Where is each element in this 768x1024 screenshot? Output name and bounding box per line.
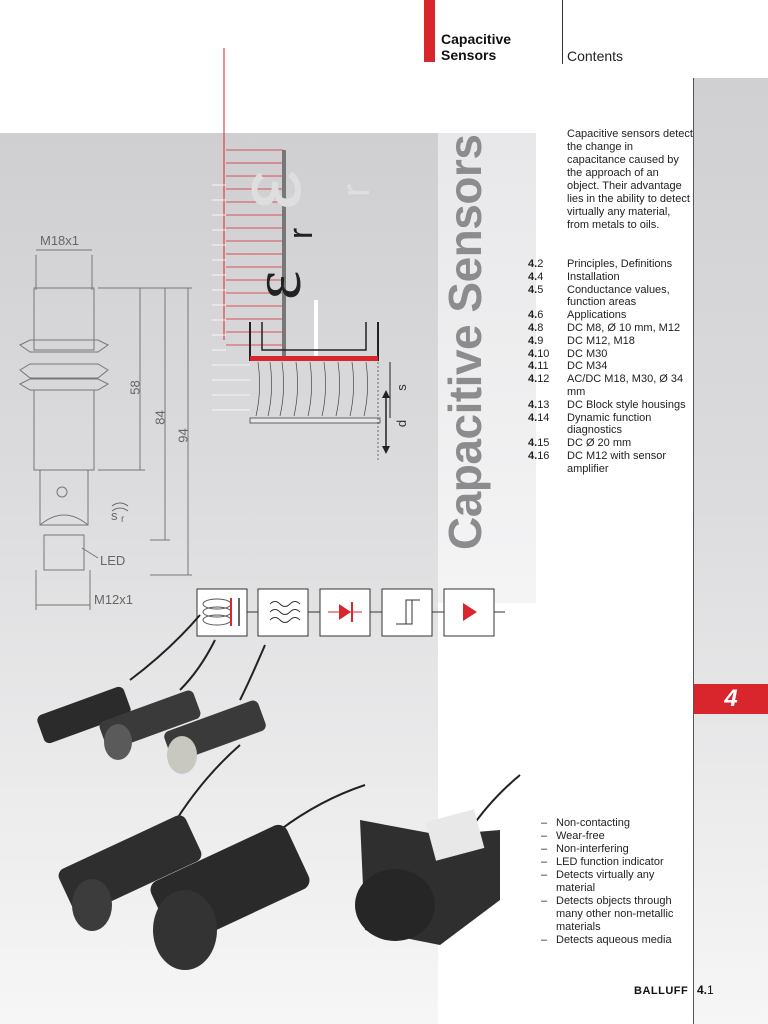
category-title-line1: Capacitive	[441, 31, 512, 47]
toc-page-number: 4.5	[528, 283, 544, 296]
thread-bottom-label: M12x1	[94, 592, 134, 607]
sr-s-label: s	[111, 508, 118, 523]
block-trigger	[382, 589, 432, 636]
toc-label: Principles, Definitions	[567, 258, 673, 270]
epsilon-symbol: ε	[239, 270, 316, 300]
toc-label: DC M8, Ø 10 mm, M12	[567, 321, 681, 334]
toc-entry[interactable]	[528, 360, 693, 373]
toc-label: DC Block style housings	[567, 398, 686, 411]
target-object	[250, 418, 380, 423]
thread-top-label: M18x1	[40, 233, 80, 248]
chapter-tab[interactable]: 4	[694, 684, 768, 714]
epsilon-large: ε	[220, 169, 320, 210]
toc-page-number: 4.9	[528, 334, 544, 347]
block-filter	[258, 589, 308, 636]
sidebar-divider	[693, 78, 694, 1024]
electrode-inner	[314, 300, 318, 360]
product-photos	[36, 615, 520, 970]
feature-item: – LED function indicator	[541, 856, 691, 869]
toc-entry[interactable]	[528, 309, 693, 322]
toc-page-number: 4.11	[528, 360, 549, 373]
eps-r-small: r	[282, 227, 321, 240]
active-surface	[250, 356, 378, 361]
feature-item: – Non-interfering	[541, 843, 691, 856]
page-number-value: 1	[707, 983, 714, 997]
toc-page-number: 4.8	[528, 321, 544, 334]
toc-entry[interactable]	[528, 399, 693, 412]
toc-page-number: 4.13	[528, 398, 550, 411]
toc-page-number: 4.2	[528, 258, 544, 270]
toc-label: DC M12 with sensor amplifier	[567, 449, 667, 475]
table-of-contents	[528, 258, 693, 476]
toc-entry[interactable]	[528, 373, 693, 399]
feature-item: – Wear-free	[541, 830, 691, 843]
toc-label: Installation	[567, 270, 620, 283]
feature-item: – Non-contacting	[541, 817, 691, 830]
toc-page-number: 4.14	[528, 411, 550, 424]
toc-entry[interactable]	[528, 271, 693, 284]
toc-entry[interactable]	[528, 412, 693, 438]
s-label: s	[393, 384, 409, 391]
feature-list	[541, 817, 691, 947]
category-title-line2: Sensors	[441, 47, 497, 63]
d-label: d	[394, 419, 410, 428]
toc-entry[interactable]	[528, 322, 693, 335]
toc-page-number: 4.15	[528, 437, 550, 450]
toc-label: DC M34	[567, 360, 608, 373]
eps-r-large: r	[334, 183, 379, 198]
dim-58-label: 58	[127, 380, 143, 395]
toc-page-number: 4.4	[528, 270, 544, 283]
medium-lines	[256, 362, 368, 416]
feature-item: – Detects virtually any material	[541, 869, 691, 895]
toc-page-number: 4.12	[528, 373, 550, 386]
chapter-sidebar	[694, 78, 768, 1024]
toc-label: Dynamic function diagnostics	[567, 411, 652, 437]
dim-84-label: 84	[152, 410, 168, 425]
toc-label: AC/DC M18, M30, Ø 34 mm	[567, 373, 684, 398]
toc-label: DC M30	[567, 347, 608, 360]
page-chapter: 4.	[697, 983, 708, 997]
toc-entry[interactable]	[528, 450, 693, 476]
dim-94-label: 94	[175, 428, 191, 443]
toc-label: DC Ø 20 mm	[567, 437, 632, 450]
toc-entry[interactable]	[528, 437, 693, 450]
toc-entry[interactable]	[528, 284, 693, 310]
brand-logo: BALLUFF	[634, 985, 689, 997]
toc-label: DC M12, M18	[567, 334, 635, 347]
toc-page-number: 4.16	[528, 449, 550, 462]
toc-page-number: 4.10	[528, 347, 550, 360]
sr-r-label: r	[121, 514, 125, 525]
vertical-title: Capacitive Sensors	[439, 134, 491, 550]
toc-label: Applications	[567, 309, 627, 322]
toc-entry[interactable]	[528, 335, 693, 348]
block-diagram	[197, 589, 505, 636]
intro-paragraph: Capacitive sensors detect the change in capacitance caused by the approach of an object. Their advantage lies in the ability to detect virtually any material, from metals to oils.	[567, 128, 693, 231]
toc-entry[interactable]	[528, 258, 693, 271]
led-label: LED	[100, 553, 126, 568]
toc-label: Conductance values, function areas	[567, 283, 670, 309]
header-divider	[562, 0, 563, 64]
feature-item: – Detects aqueous media	[541, 934, 691, 947]
page-number	[697, 983, 714, 997]
feature-item: – Detects objects through many other non-metallic materials	[541, 895, 691, 934]
section-title: Contents	[567, 48, 624, 64]
toc-entry[interactable]	[528, 348, 693, 361]
toc-page-number: 4.6	[528, 309, 544, 322]
